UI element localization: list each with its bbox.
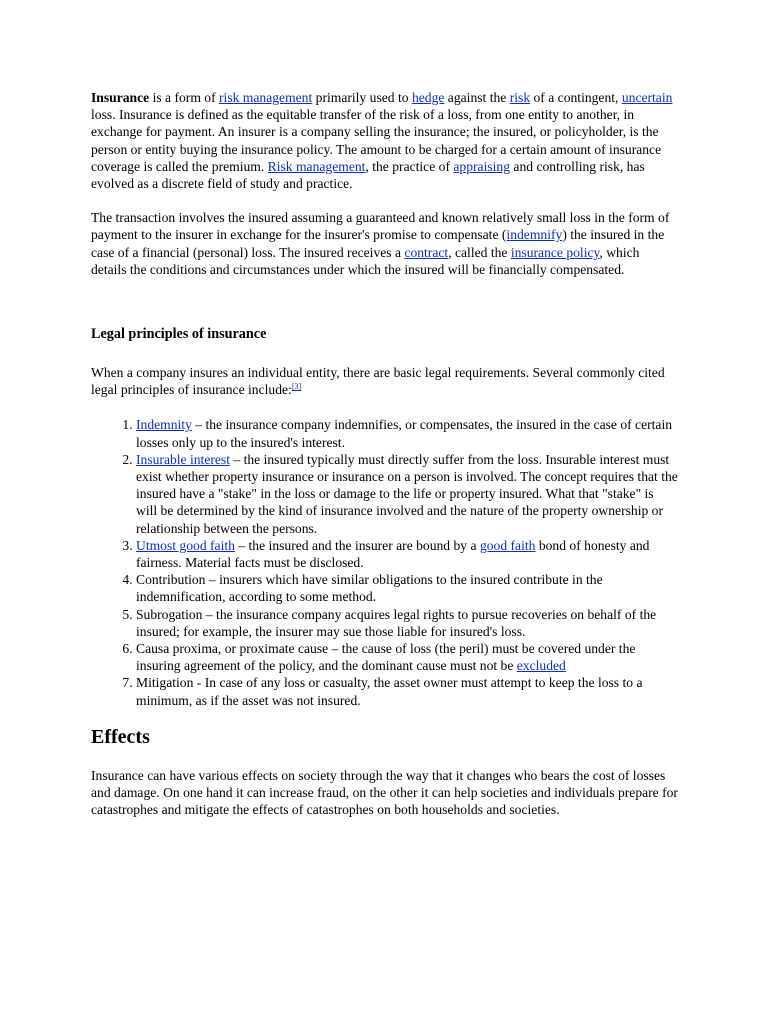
link-contract[interactable]: contract — [404, 244, 449, 260]
link-indemnify[interactable]: indemnify — [506, 227, 563, 243]
link-hedge[interactable]: hedge — [411, 90, 445, 105]
legal-principles-heading: Legal principles of insurance — [91, 326, 267, 343]
transaction-paragraph: The transaction involves the insured assuming a guaranteed and known relatively small loss in the form of payment to the insurer in exchange for the insurer's promise to compensate (indemnify) the insured in the case of a financial (personal) loss. The insured receives a contract, called the insurance policy, which details the conditions and circumstances under which the insured will be financially compensated. — [91, 210, 670, 277]
list-item: 7. Mitigation - In case of any loss or casualty, the asset owner must attempt to keep the loss to a minimum, as if the asset was not insured. — [136, 674, 678, 708]
legal-intro-paragraph: When a company insures an individual entity, there are basic legal requirements. Several commonly cited legal principles of insurance include:[3] — [91, 365, 665, 398]
link-insurable-interest[interactable]: Insurable interest — [136, 451, 230, 467]
list-item: 6. Causa proxima, or proximate cause – the cause of loss (the peril) must be covered under the insuring agreement of the policy, and the dominant cause must not be excluded — [136, 640, 678, 674]
link-appraising[interactable]: appraising — [453, 158, 511, 174]
link-utmost-good-faith[interactable]: Utmost good faith — [136, 537, 235, 553]
effects-heading: Effects — [91, 725, 150, 748]
link-excluded[interactable]: excluded — [516, 658, 566, 674]
link-good-faith[interactable]: good faith — [479, 537, 536, 553]
reference-link[interactable]: [3] — [291, 382, 302, 392]
list-item: 5. Subrogation – the insurance company acquires legal rights to pursue recoveries on behalf of the insured; for example, the insurer may sue those liable for insured's loss. — [136, 606, 678, 640]
link-risk-management-2[interactable]: Risk management — [267, 158, 366, 174]
list-item: 4. Contribution – insurers which have similar obligations to the insured contribute in the indemnification, according to some method. — [136, 571, 678, 605]
link-risk-management[interactable]: risk management — [219, 90, 313, 105]
list-item: 1. Indemnity – the insurance company indemnifies, or compensates, the insured in the case of certain losses only up to the insured's interest. — [136, 416, 678, 450]
effects-paragraph: Insurance can have various effects on society through the way that it changes who bears the cost of losses and damage. On one hand it can increase fraud, on the other it can help societies and individuals prepare for catastrophes and mitigate the effects of catastrophes on both households and societies. — [91, 767, 678, 818]
list-item: 2. Insurable interest – the insured typically must directly suffer from the loss. Insurable interest must exist whether property insurance or insurance on a person is involved. The concept requires that the insured have a "stake" in the loss or damage to the life or property insured. What that "stake" is will be determined by the kind of insurance involved and the nature of the property ownership or relationship between the persons. — [136, 451, 678, 537]
intro-paragraph: Insurance is a form of risk management primarily used to hedge against the risk of a contingent, uncertain loss. Insurance is defined as the equitable transfer of the risk of a loss, from one entity to another, in exchange for payment. An insurer is a company selling the insurance; the insured, or policyholder, is the person or entity buying the insurance policy. The amount to be charged for a certain amount of insurance coverage is called the premium. Risk management, the practice of appraising and controlling risk, has evolved as a discrete field of study and practice. — [91, 90, 673, 192]
link-risk[interactable]: risk — [509, 90, 531, 105]
link-indemnity[interactable]: Indemnity — [136, 417, 192, 433]
legal-principles-list — [91, 416, 678, 708]
link-insurance-policy[interactable]: insurance policy — [510, 244, 600, 260]
link-uncertain[interactable]: uncertain — [621, 90, 673, 105]
list-item: 3. Utmost good faith – the insured and the insurer are bound by a good faith bond of honesty and fairness. Material facts must be disclosed. — [136, 537, 678, 571]
bold-term: Insurance — [91, 90, 150, 105]
